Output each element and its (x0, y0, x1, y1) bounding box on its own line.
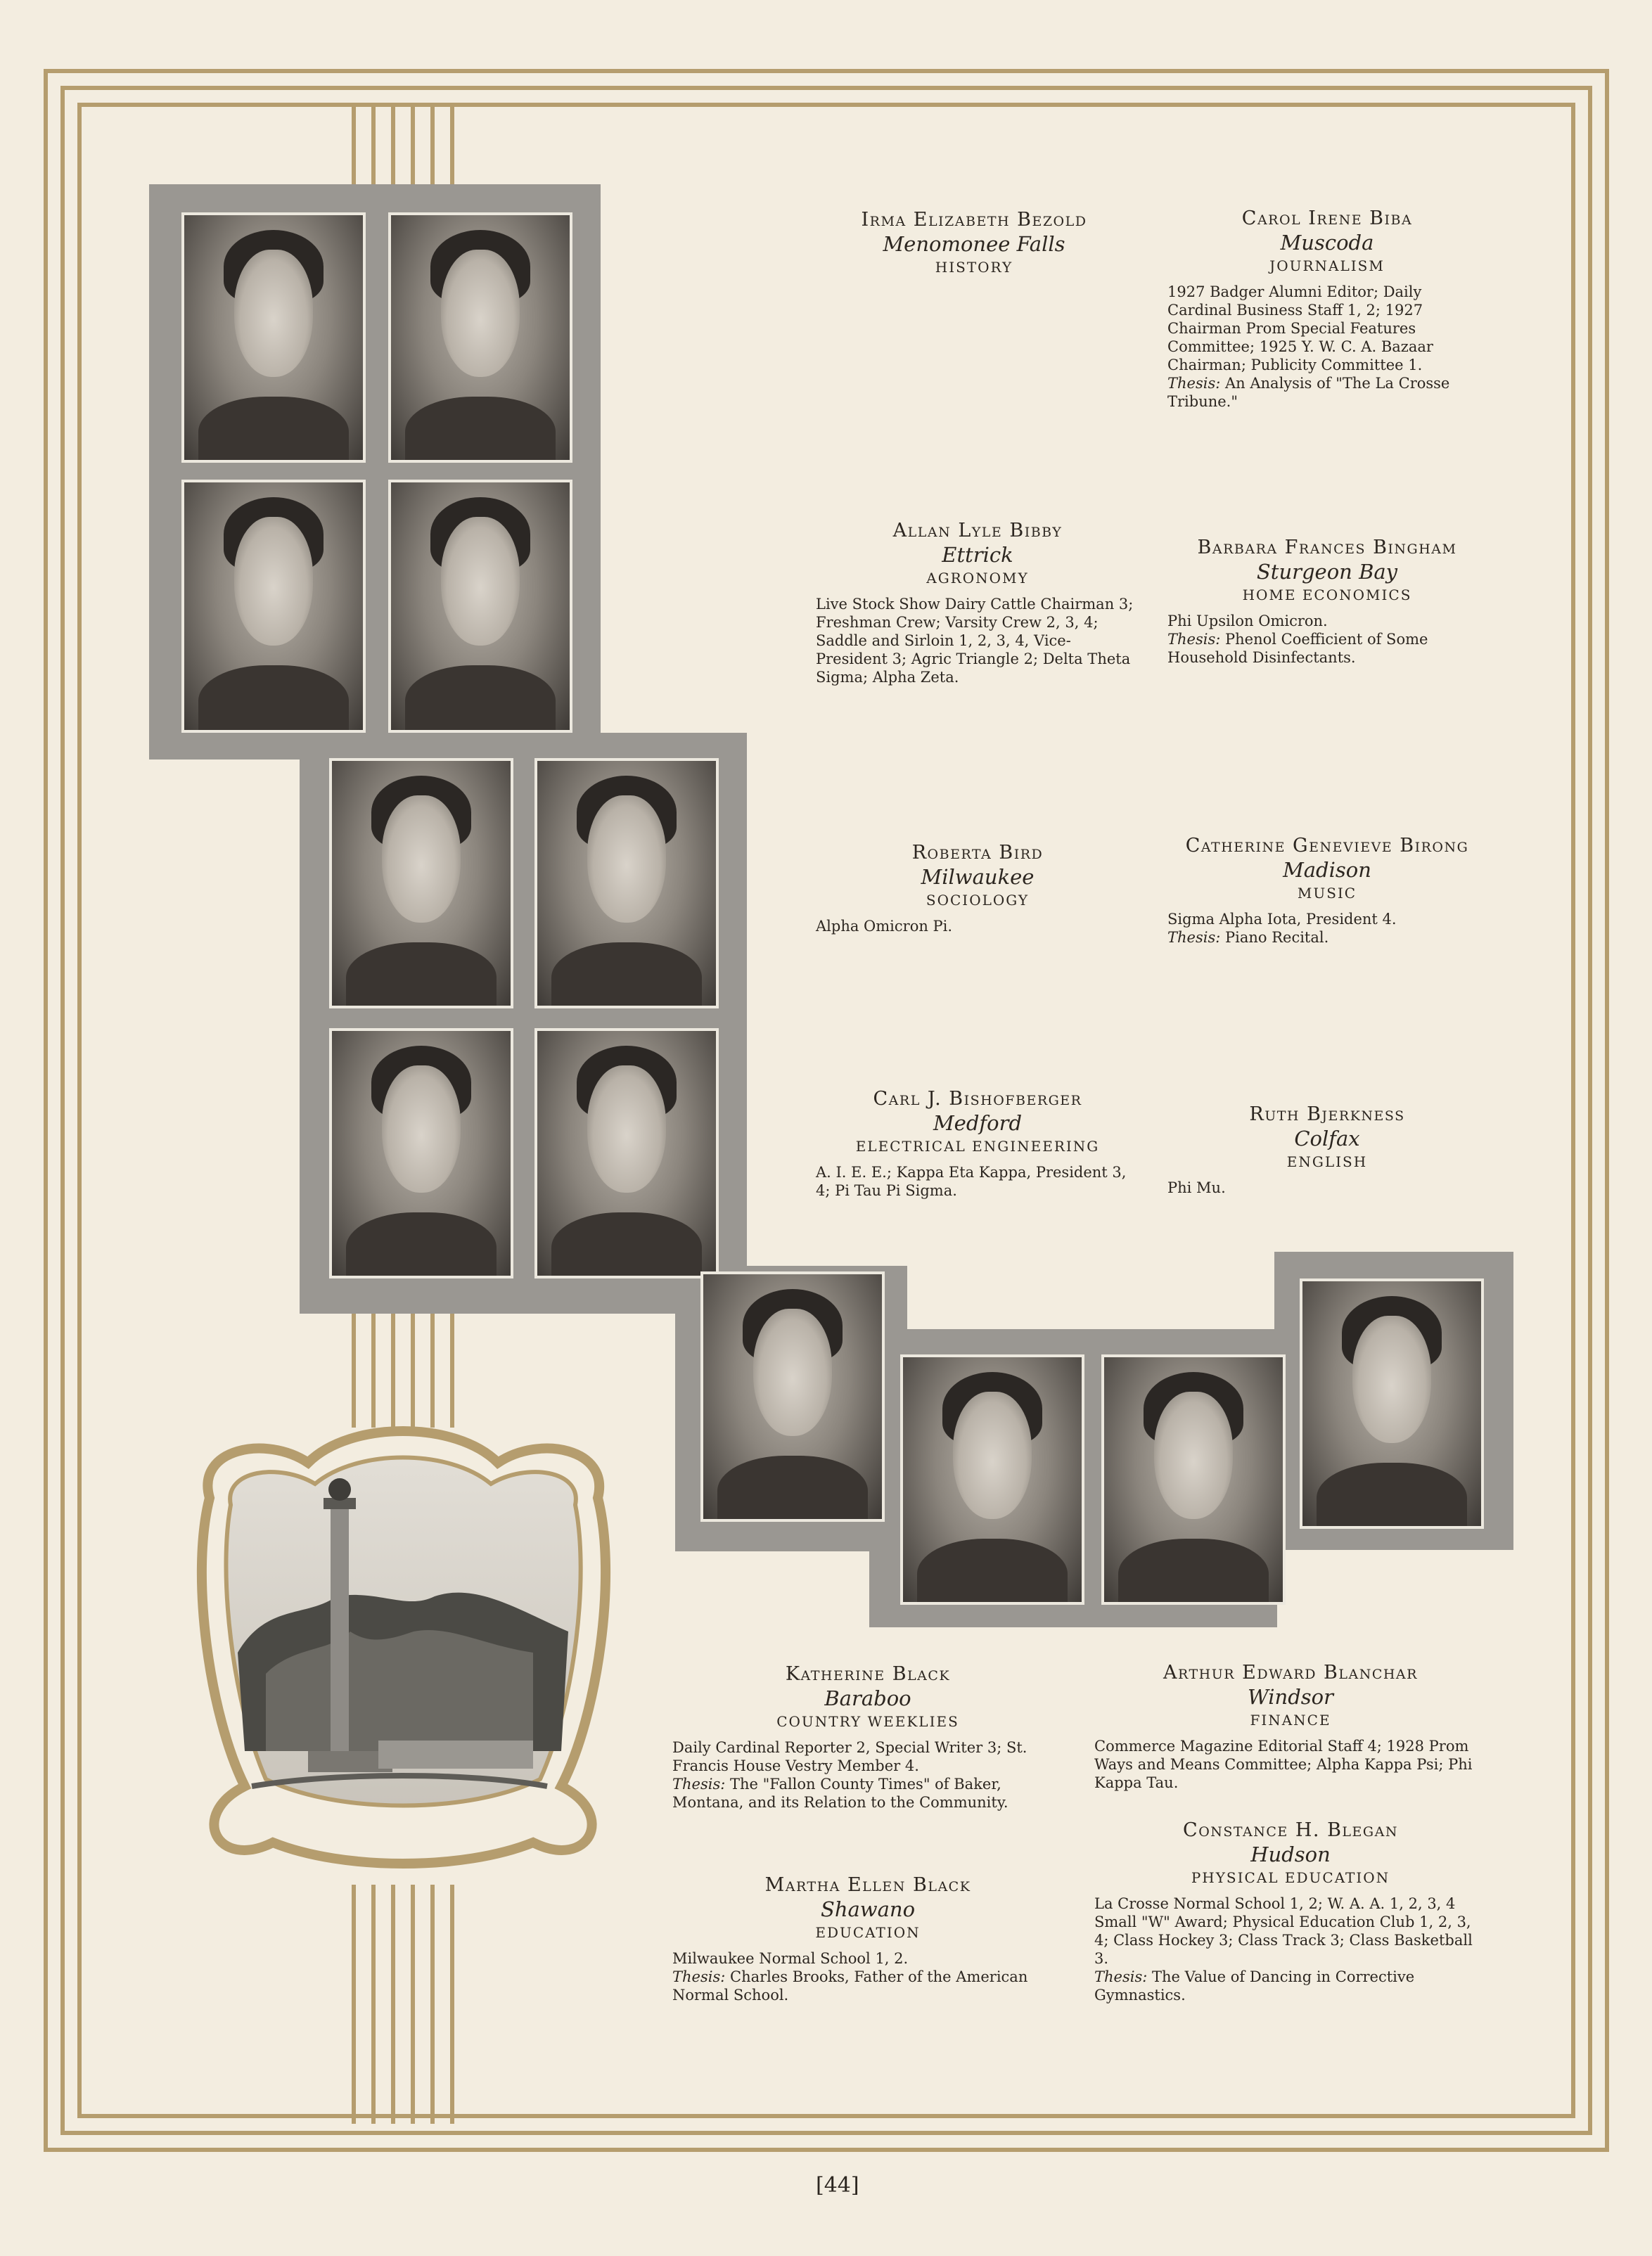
entry-biba (1167, 207, 1487, 411)
activities: Milwaukee Normal School 1, 2. (672, 1950, 909, 1967)
portrait-photo (1300, 1278, 1484, 1529)
ribbon-line (371, 105, 376, 190)
major: PHYSICAL EDUCATION (1191, 1869, 1390, 1886)
ribbon-line (430, 1885, 435, 2124)
major: SOCIOLOGY (926, 892, 1030, 909)
entry-blegan (1094, 1819, 1487, 2004)
entry-bezold (816, 208, 1132, 277)
student-name: Ruth Bjerkness (1249, 1103, 1405, 1125)
student-name: Katherine Black (785, 1663, 951, 1685)
thesis-label: Thesis: (672, 1968, 726, 1985)
ribbon-line (450, 105, 454, 190)
ribbon-line (352, 1885, 356, 2124)
student-name: Arthur Edward Blanchar (1163, 1662, 1418, 1684)
ribbon-line (352, 1308, 356, 1428)
ribbon-line (430, 105, 435, 190)
student-name: Irma Elizabeth Bezold (861, 209, 1087, 231)
thesis (1094, 1968, 1487, 2004)
portrait-photo (534, 758, 719, 1008)
entry-black-katherine (672, 1662, 1063, 1812)
thesis-label: Thesis: (1167, 375, 1221, 392)
ribbon-line (391, 1308, 395, 1428)
hometown: Hudson (1250, 1842, 1331, 1866)
hometown: Baraboo (824, 1686, 911, 1710)
thesis-label: Thesis: (1167, 929, 1221, 946)
thesis-label: Thesis: (672, 1776, 726, 1793)
thesis-text: The "Fallon County Times" of Baker, Montana, and its Relation to the Community. (672, 1776, 1009, 1811)
activities: Alpha Omicron Pi. (816, 918, 953, 935)
activities: Sigma Alpha Iota, President 4. (1167, 911, 1397, 928)
major: AGRONOMY (926, 570, 1029, 587)
thesis (672, 1775, 1063, 1812)
student-name: Constance H. Blegan (1183, 1819, 1398, 1841)
student-name: Roberta Bird (911, 842, 1044, 864)
major: COUNTRY WEEKLIES (776, 1713, 959, 1730)
portrait-photo (181, 212, 366, 463)
student-name: Barbara Frances Bingham (1197, 537, 1457, 558)
entry-blanchar (1094, 1661, 1487, 1792)
thesis (1167, 374, 1487, 411)
major: EDUCATION (815, 1924, 921, 1941)
ribbon-line (391, 1885, 395, 2124)
ribbon-line (391, 105, 395, 190)
major: ELECTRICAL ENGINEERING (855, 1138, 1100, 1155)
portrait-photo (900, 1354, 1084, 1605)
entry-bingham (1167, 536, 1487, 667)
portrait-photo (700, 1271, 885, 1522)
thesis (672, 1968, 1063, 2004)
ribbon-line (450, 1885, 454, 2124)
portrait-photo (181, 480, 366, 733)
entry-bishofberger (816, 1087, 1139, 1200)
thesis (1167, 928, 1487, 947)
entry-bibby (816, 519, 1139, 686)
activities: Live Stock Show Dairy Cattle Chairman 3; Freshman Crew; Varsity Crew 2, 3, 4; Saddle and Sirloin 1, 2, 3, 4, Vice-President 3; Agric Triangle 2; Delta Theta Sigma; Alpha Zeta. (816, 596, 1134, 686)
ribbon-line (352, 105, 356, 190)
page-number: [44] (816, 2173, 859, 2198)
hometown: Shawano (820, 1897, 916, 1921)
hometown: Menomonee Falls (883, 232, 1065, 256)
hometown: Medford (933, 1111, 1023, 1135)
hometown: Milwaukee (921, 865, 1035, 889)
portrait-photo (329, 1028, 513, 1278)
portrait-photo (534, 1028, 719, 1278)
entry-bird (816, 841, 1139, 935)
activities: Commerce Magazine Editorial Staff 4; 1928 Prom Ways and Means Committee; Alpha Kappa Psi; Phi Kappa Tau. (1094, 1738, 1473, 1791)
thesis-text: Piano Recital. (1225, 929, 1329, 946)
thesis (1167, 630, 1487, 667)
ribbon-line (371, 1885, 376, 2124)
activities: Daily Cardinal Reporter 2, Special Writer 3; St. Francis House Vestry Member 4. (672, 1739, 1027, 1774)
thesis-label: Thesis: (1094, 1968, 1148, 1985)
portrait-photo (1101, 1354, 1286, 1605)
hometown: Windsor (1247, 1685, 1334, 1709)
portrait-photo (329, 758, 513, 1008)
thesis-text: The Value of Dancing in Corrective Gymnastics. (1094, 1968, 1415, 2004)
entry-bjerkness (1167, 1103, 1487, 1197)
activities: Phi Mu. (1167, 1179, 1226, 1196)
thesis-text: Charles Brooks, Father of the American Normal School. (672, 1968, 1028, 2004)
hometown: Madison (1283, 858, 1371, 882)
ribbon-line (450, 1308, 454, 1428)
student-name: Martha Ellen Black (764, 1874, 971, 1896)
activities: A. I. E. E.; Kappa Eta Kappa, President 3, 4; Pi Tau Pi Sigma. (816, 1164, 1127, 1199)
activities: Phi Upsilon Omicron. (1167, 613, 1328, 629)
ribbon-line (411, 105, 415, 190)
hometown: Ettrick (942, 543, 1013, 567)
major: JOURNALISM (1269, 257, 1385, 274)
entry-black-martha (672, 1873, 1063, 2004)
major: FINANCE (1250, 1712, 1331, 1729)
hometown: Sturgeon Bay (1256, 560, 1398, 584)
thesis-text: Phenol Coefficient of Some Household Disinfectants. (1167, 631, 1428, 666)
activities: La Crosse Normal School 1, 2; W. A. A. 1, 2, 3, 4 Small "W" Award; Physical Education Club 1, 2, 3, 4; Class Hockey 3; Class Track 3; Class Basketball 3. (1094, 1895, 1473, 1967)
major: MUSIC (1297, 885, 1357, 902)
thesis-label: Thesis: (1167, 631, 1221, 648)
major: HISTORY (935, 259, 1013, 276)
ribbon-line (371, 1308, 376, 1428)
student-name: Catherine Genevieve Birong (1185, 835, 1469, 857)
portrait-photo (388, 212, 572, 463)
student-name: Carol Irene Biba (1241, 207, 1413, 229)
ribbon-line (430, 1308, 435, 1428)
hometown: Colfax (1294, 1127, 1360, 1151)
major: HOME ECONOMICS (1242, 587, 1412, 603)
ribbon-line (411, 1885, 415, 2124)
ribbon-line (411, 1308, 415, 1428)
major: ENGLISH (1286, 1153, 1368, 1170)
hometown: Muscoda (1280, 231, 1374, 255)
activities: 1927 Badger Alumni Editor; Daily Cardinal Business Staff 1, 2; 1927 Chairman Prom Special Features Committee; 1925 Y. W. C. A. Bazaar Chairman; Publicity Committee 1. (1167, 283, 1433, 373)
student-name: Carl J. Bishofberger (873, 1088, 1082, 1110)
campus-column-vignette (167, 1421, 640, 1872)
entry-birong (1167, 834, 1487, 947)
thesis-text: An Analysis of "The La Crosse Tribune." (1167, 375, 1450, 410)
student-name: Allan Lyle Bibby (892, 520, 1063, 541)
portrait-photo (388, 480, 572, 733)
